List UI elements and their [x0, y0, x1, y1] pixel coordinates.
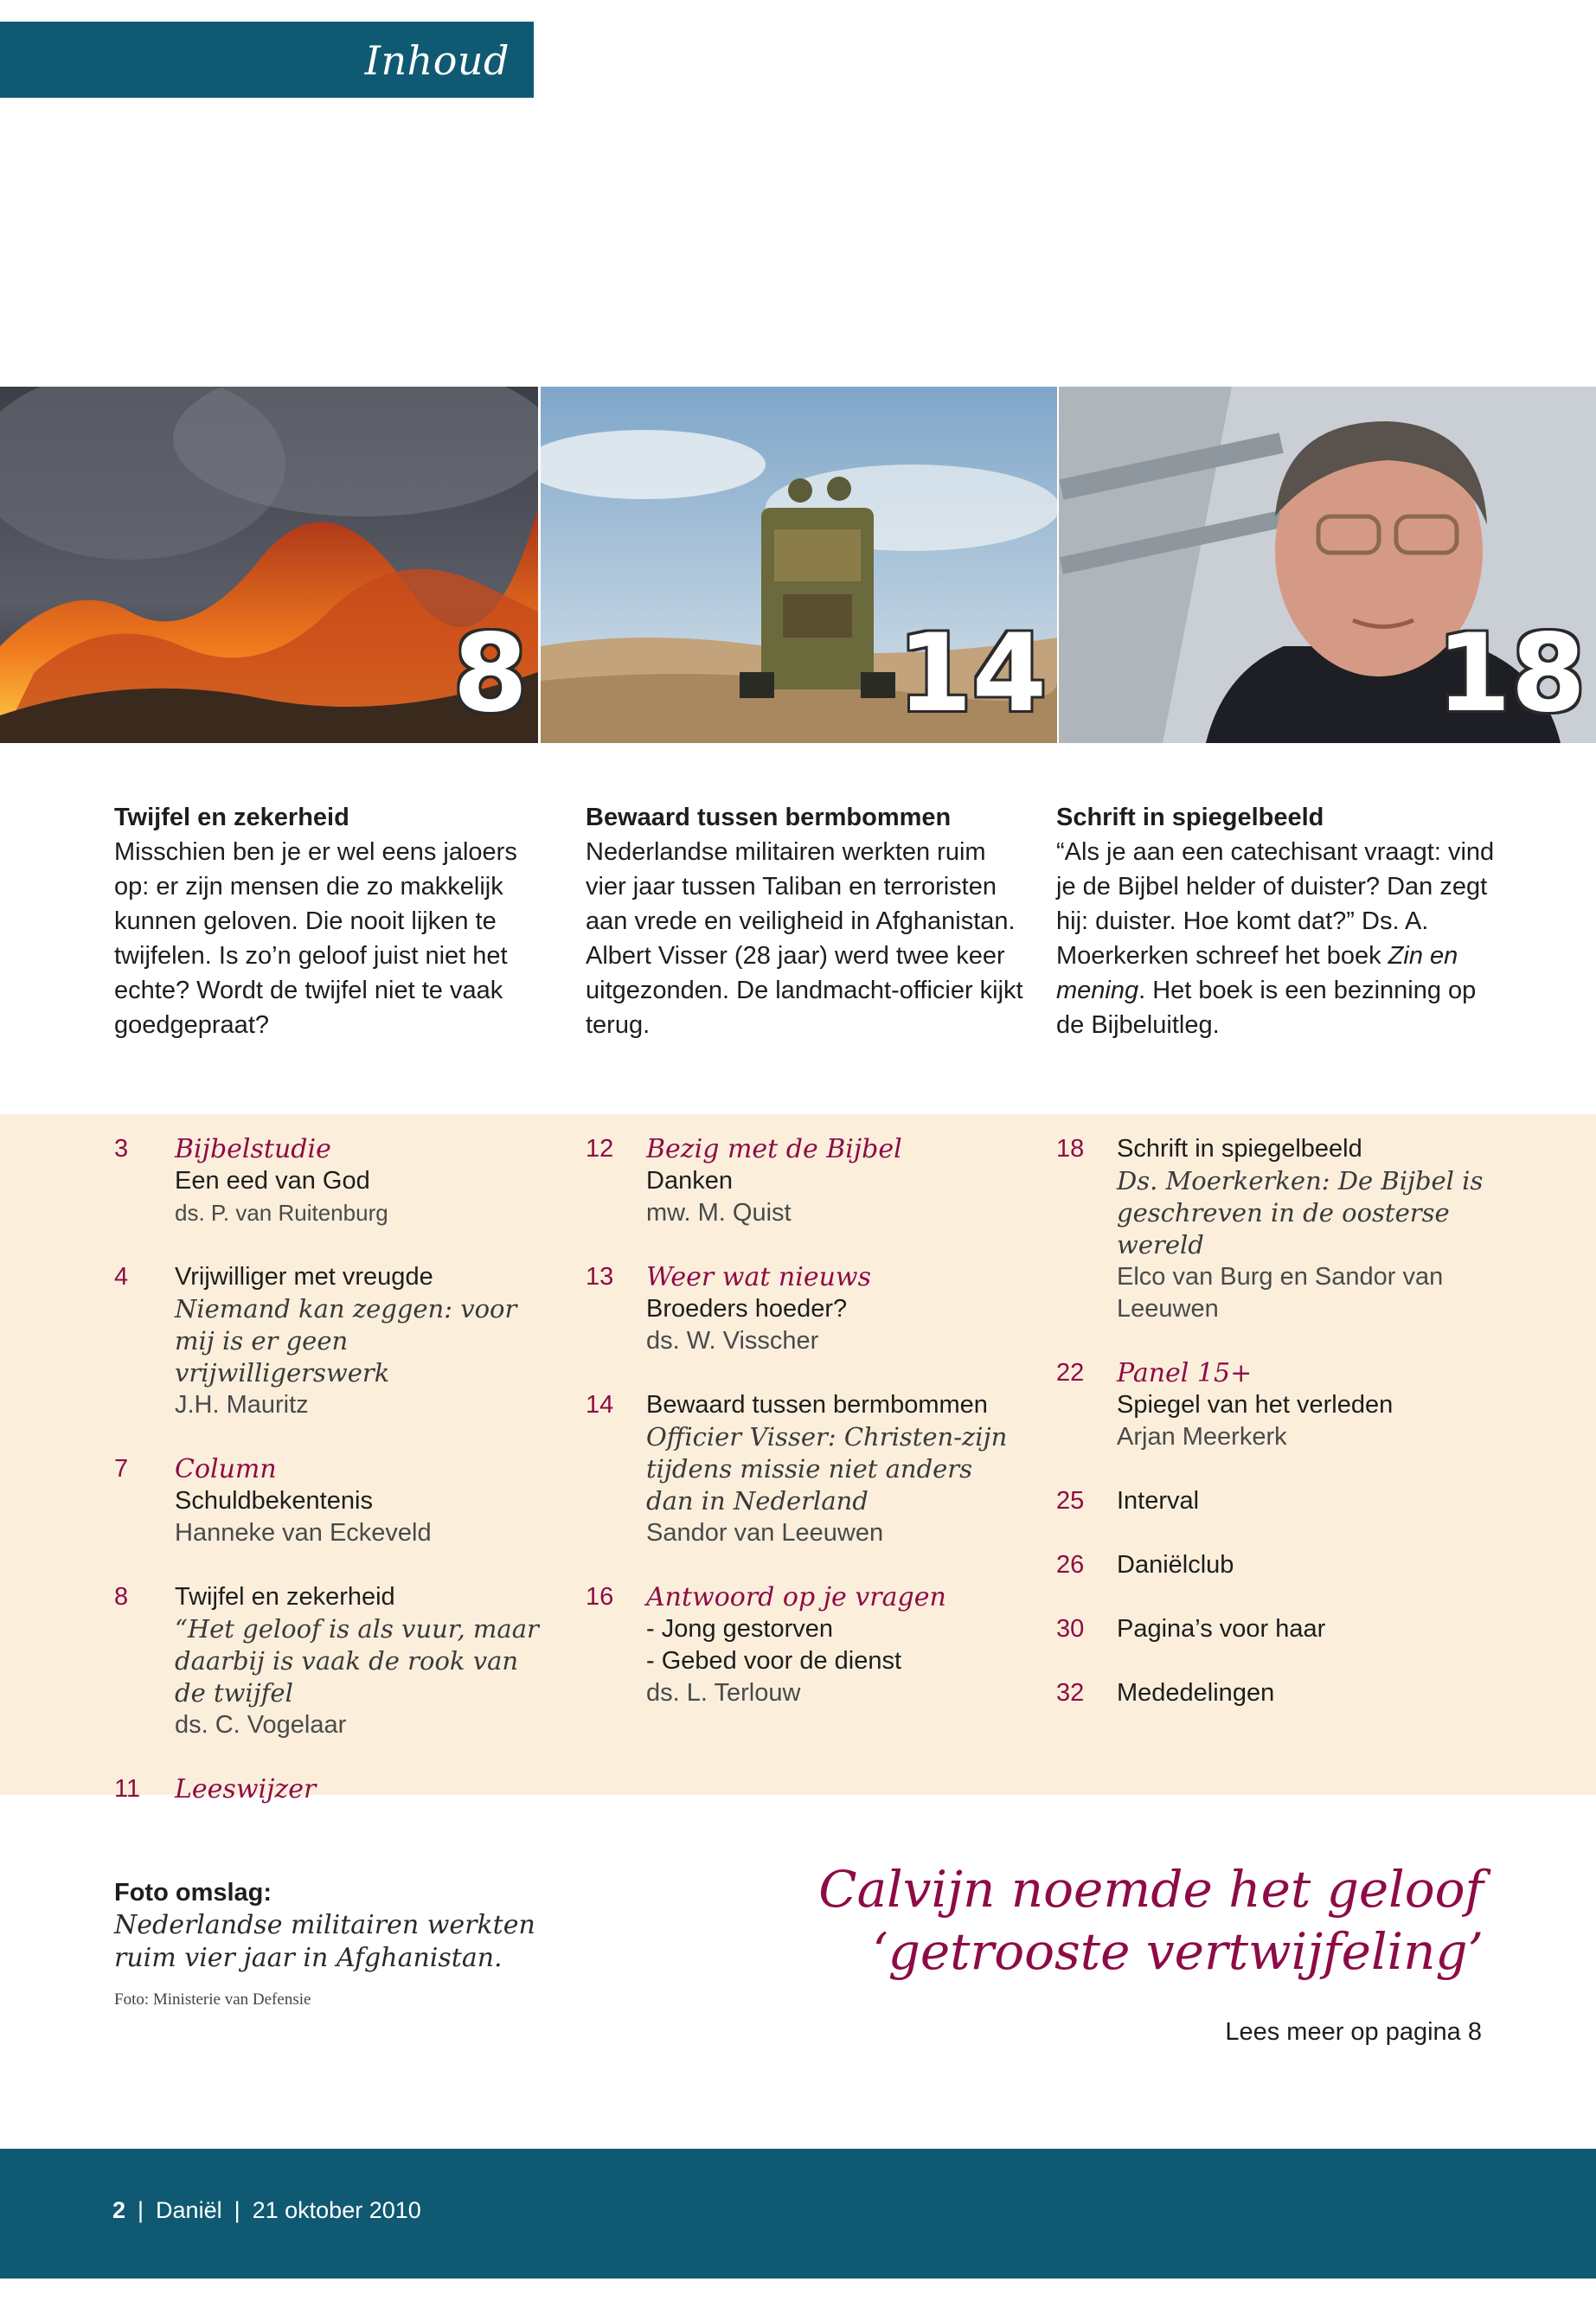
toc-entry[interactable]: [1056, 1133, 1489, 1325]
toc-author: ds. W. Visscher: [646, 1327, 819, 1355]
footer-meta: 2 | Daniël | 21 oktober 2010: [112, 2197, 421, 2223]
toc-kicker: Antwoord op je vragen: [646, 1582, 946, 1612]
photo-page-number: 18: [1436, 612, 1586, 736]
toc-page-number: 7: [114, 1455, 129, 1483]
toc-title: Een eed van God: [175, 1167, 370, 1195]
toc-title: Daniëlclub: [1117, 1551, 1234, 1579]
toc-page-number: 13: [586, 1263, 614, 1291]
toc-title: - Gebed voor de dienst: [646, 1647, 902, 1675]
toc-page-number: 18: [1056, 1135, 1085, 1163]
toc-page-number: 30: [1056, 1615, 1085, 1643]
pull-quote[interactable]: [818, 1858, 1484, 1983]
toc-title: Schrift in spiegelbeeld: [1117, 1135, 1362, 1163]
toc-kicker: Panel 15+: [1117, 1358, 1253, 1388]
toc-entry[interactable]: [1056, 1485, 1489, 1517]
toc-title: Bewaard tussen bermbommen: [646, 1391, 988, 1419]
toc-title: Schuldbekentenis: [175, 1487, 373, 1515]
toc-page-number: 3: [114, 1135, 129, 1163]
toc-title: - Jong gestorven: [646, 1615, 834, 1643]
toc-author: Elco van Burg en Sandor van Leeuwen: [1117, 1263, 1444, 1323]
toc-author: Arjan Meerkerk: [1117, 1423, 1287, 1451]
toc-title: Broeders hoeder?: [646, 1295, 848, 1323]
toc-author: mw. M. Quist: [646, 1199, 792, 1227]
footer-magazine: Daniël: [156, 2197, 222, 2223]
photo-page-number: 14: [897, 612, 1047, 736]
toc-entry[interactable]: [586, 1581, 1018, 1709]
toc-entry[interactable]: [114, 1261, 547, 1421]
photo-strip: [0, 387, 1596, 743]
toc-subtitle: Niemand kan zeggen: voor mij is er geen vrijwilligerswerk: [175, 1294, 517, 1388]
toc-kicker: Column: [175, 1454, 277, 1484]
toc-column: [586, 1133, 1018, 1741]
feature-article[interactable]: [586, 800, 1027, 1042]
toc-entry[interactable]: [1056, 1613, 1489, 1645]
toc-entry[interactable]: [114, 1773, 547, 1805]
toc-column: [1056, 1133, 1489, 1741]
feature-article[interactable]: [114, 800, 555, 1042]
quote-line: Calvijn noemde het geloof: [818, 1860, 1484, 1919]
toc-entry[interactable]: [114, 1581, 547, 1741]
toc-kicker: Bezig met de Bijbel: [646, 1134, 902, 1164]
toc-title: Spiegel van het verleden: [1117, 1391, 1394, 1419]
section-header: [0, 22, 534, 98]
toc-author: Hanneke van Eckeveld: [175, 1519, 432, 1547]
toc-entry[interactable]: [114, 1453, 547, 1549]
toc-page-number: 12: [586, 1135, 614, 1163]
toc-entry[interactable]: [586, 1133, 1018, 1229]
quote-line: ‘getrooste vertwijfeling’: [872, 1922, 1484, 1981]
feature-text: “Als je aan een catechisant vraagt: vind je de Bijbel helder of duister? Dan zegt hij: duister. Hoe komt dat?” Ds. A. Moerkerken schreef het boek Zin en mening. Het boek is een bezinning op de Bijbeluitleg.: [1056, 838, 1495, 1039]
toc-subtitle: Officier Visser: Christen-zijn tijdens missie niet anders dan in Nederland: [646, 1422, 1008, 1516]
toc-entry[interactable]: [114, 1133, 547, 1229]
photo-military[interactable]: [541, 387, 1057, 743]
toc-page-number: 26: [1056, 1551, 1085, 1579]
toc-title: Pagina’s voor haar: [1117, 1615, 1326, 1643]
toc-page-number: 25: [1056, 1487, 1085, 1515]
toc-entry[interactable]: [586, 1261, 1018, 1357]
toc-title: Danken: [646, 1167, 733, 1195]
toc-page-number: 16: [586, 1583, 614, 1611]
toc-subtitle: Ds. Moerkerken: De Bijbel is geschreven in de oosterse wereld: [1117, 1166, 1484, 1259]
photo-portrait[interactable]: [1059, 387, 1596, 743]
toc-column: [114, 1133, 547, 1837]
section-title: Inhoud: [364, 37, 510, 84]
toc-page-number: 32: [1056, 1679, 1085, 1707]
cover-photo-info: [114, 1877, 599, 2009]
footer-page-number: 2: [112, 2197, 126, 2223]
toc-kicker: Leeswijzer: [175, 1774, 317, 1804]
footer-date: 21 oktober 2010: [252, 2197, 421, 2223]
toc-title: Vrijwilliger met vreugde: [175, 1263, 433, 1291]
toc-entry[interactable]: [1056, 1549, 1489, 1581]
toc-author: ds. L. Terlouw: [646, 1679, 801, 1707]
toc-kicker: Weer wat nieuws: [646, 1262, 871, 1292]
feature-article[interactable]: [1056, 800, 1497, 1042]
toc-page-number: 14: [586, 1391, 614, 1419]
photo-page-number: 8: [452, 612, 528, 736]
toc-title: Interval: [1117, 1487, 1200, 1515]
toc-title: Mededelingen: [1117, 1679, 1275, 1707]
toc-kicker: Bijbelstudie: [175, 1134, 331, 1164]
feature-text: Nederlandse militairen werkten ruim vier jaar tussen Taliban en terroristen aan vrede en veiligheid in Afghanistan. Albert Visser (28 jaar) werd twee keer uitgezonden. De landmacht-officier kijkt terug.: [586, 838, 1023, 1039]
toc-entry[interactable]: [1056, 1357, 1489, 1453]
toc-author: J.H. Mauritz: [175, 1391, 309, 1419]
toc-page-number: 11: [114, 1775, 141, 1803]
toc-author: ds. P. van Ruitenburg: [175, 1200, 388, 1226]
toc-author: ds. C. Vogelaar: [175, 1711, 347, 1739]
toc-page-number: 8: [114, 1583, 129, 1611]
photo-credit: Foto: Ministerie van Defensie: [114, 1990, 311, 2009]
toc-entry[interactable]: [586, 1389, 1018, 1549]
read-more-link[interactable]: Lees meer op pagina 8: [1225, 2018, 1482, 2046]
toc-title: Twijfel en zekerheid: [175, 1583, 395, 1611]
feature-title: Schrift in spiegelbeeld: [1056, 804, 1324, 831]
cover-label: Foto omslag:: [114, 1879, 272, 1907]
toc-author: Sandor van Leeuwen: [646, 1519, 884, 1547]
toc-subtitle: “Het geloof is als vuur, maar daarbij is vaak de rook van de twijfel: [175, 1614, 539, 1708]
toc-page-number: 4: [114, 1263, 129, 1291]
feature-text: Misschien ben je er wel eens jaloers op: er zijn mensen die zo makkelijk kunnen geloven. Die nooit lijken te twijfelen. Is zo’n geloof juist niet het echte? Wordt de twijfel niet te vaak goedgepraat?: [114, 838, 517, 1039]
page-footer: [0, 2149, 1596, 2279]
feature-title: Bewaard tussen bermbommen: [586, 804, 952, 831]
toc-page-number: 22: [1056, 1359, 1085, 1387]
feature-title: Twijfel en zekerheid: [114, 804, 349, 831]
photo-fire[interactable]: [0, 387, 538, 743]
toc-entry[interactable]: [1056, 1677, 1489, 1709]
cover-description: Nederlandse militairen werkten ruim vier jaar in Afghanistan.: [114, 1910, 535, 1973]
